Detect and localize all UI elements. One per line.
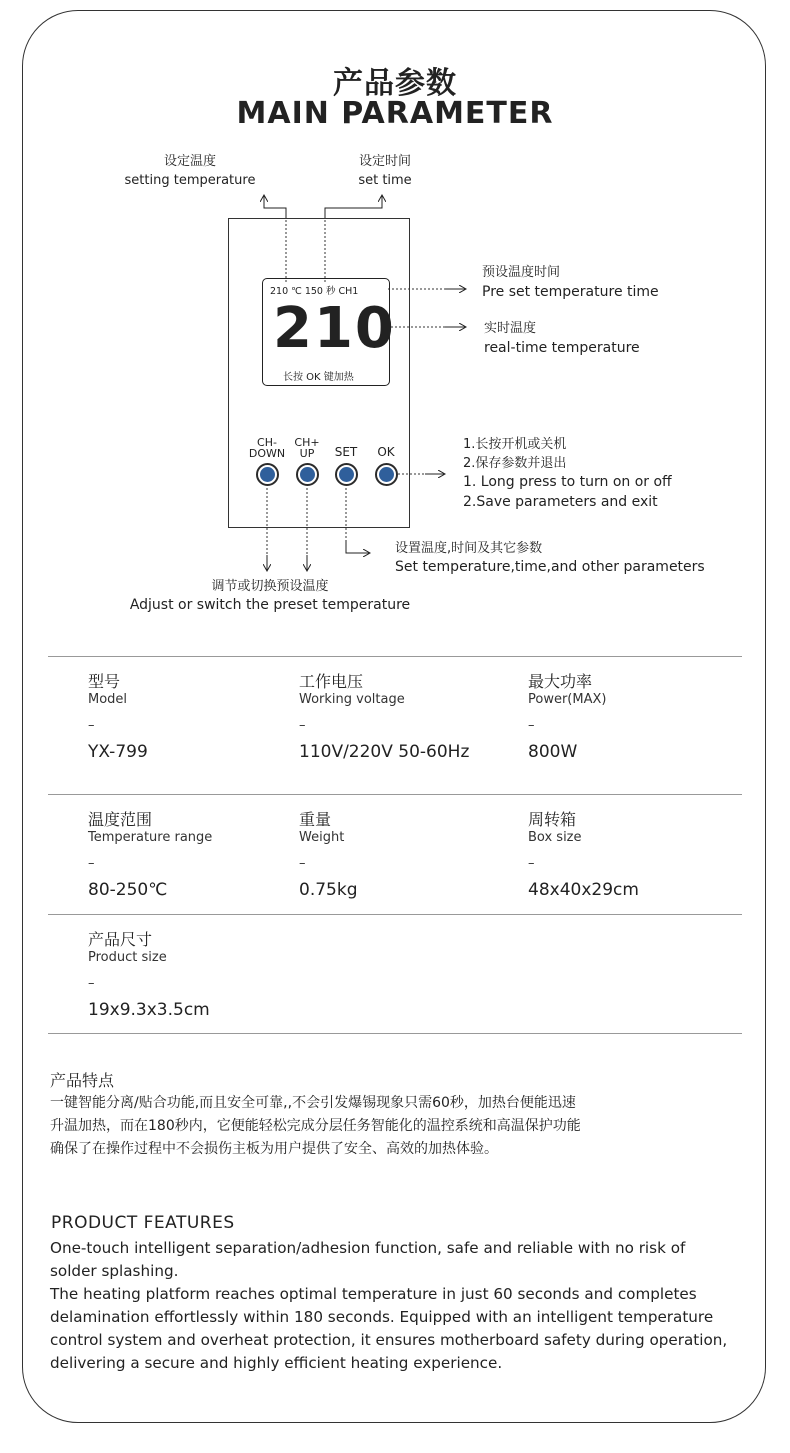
param-weight-en: Weight xyxy=(299,830,345,845)
features-title-en: PRODUCT FEATURES xyxy=(51,1213,235,1233)
features-cn-body xyxy=(50,1092,581,1161)
param-model-value: YX-799 xyxy=(88,742,148,762)
screen-temperature: 210 xyxy=(273,296,396,361)
label-realtime-cn: 实时温度 xyxy=(484,321,537,336)
param-voltage xyxy=(299,672,469,762)
param-product-size-cn: 产品尺寸 xyxy=(88,930,153,949)
param-voltage-en: Working voltage xyxy=(299,692,405,707)
label-set-time-en: set time xyxy=(358,173,412,188)
param-product-size xyxy=(88,930,210,1020)
features-en-line: delivering a secure and highly efficient heating experience. xyxy=(50,1354,503,1372)
param-temp-range-cn: 温度范围 xyxy=(88,810,153,829)
param-box-size-cn: 周转箱 xyxy=(528,810,577,829)
set-button[interactable] xyxy=(335,463,358,486)
label-set-time-cn: 设定时间 xyxy=(358,154,411,169)
label-preset-en: Pre set temperature time xyxy=(482,284,659,300)
param-power-dash: – xyxy=(528,718,535,733)
label-adjust-en: Adjust or switch the preset temperature xyxy=(129,597,411,613)
param-weight-cn: 重量 xyxy=(299,810,332,829)
ok-button[interactable] xyxy=(375,463,398,486)
divider-3 xyxy=(48,914,742,915)
param-voltage-value: 110V/220V 50-60Hz xyxy=(299,742,470,762)
page-title-en: MAIN PARAMETER xyxy=(236,96,554,131)
divider-4 xyxy=(48,1033,742,1034)
label-set-desc-cn: 设置温度,时间及其它参数 xyxy=(395,541,543,556)
param-voltage-cn: 工作电压 xyxy=(299,672,364,691)
param-power-value: 800W xyxy=(528,742,578,762)
param-temp-range-en: Temperature range xyxy=(88,830,213,845)
features-cn-line: 一键智能分离/贴合功能,而且安全可靠,,不会引发爆锡现象只需60秒，加热台便能迅速 xyxy=(50,1095,576,1111)
param-temp-range-dash: – xyxy=(88,856,95,871)
features-cn-line: 确保了在操作过程中不会损伤主板为用户提供了安全、高效的加热体验。 xyxy=(50,1141,498,1157)
features-en-line: control system and overheat protection, it ensures motherboard safety during operation, xyxy=(50,1331,728,1349)
features-cn-line: 升温加热，而在180秒内，它便能轻松完成分层任务智能化的温控系统和高温保护功能 xyxy=(50,1118,581,1134)
btn-label-ch-down-2: DOWN xyxy=(248,447,286,460)
label-ok-line3: 1. Long press to turn on or off xyxy=(463,474,672,490)
label-setting-temp-en: setting temperature xyxy=(124,173,256,188)
label-ok-line4: 2.Save parameters and exit xyxy=(463,494,658,510)
label-adjust-cn: 调节或切换预设温度 xyxy=(211,579,329,594)
btn-label-ch-down-1: CH- xyxy=(257,436,277,449)
features-en-line: delamination effortlessly within 180 seconds. Equipped with an intelligent temperature xyxy=(50,1308,714,1326)
param-model xyxy=(88,672,148,762)
label-setting-temp-cn: 设定温度 xyxy=(163,154,216,169)
btn-label-set: SET xyxy=(334,445,358,459)
divider-1 xyxy=(48,656,742,657)
label-preset-cn: 预设温度时间 xyxy=(482,265,561,280)
param-box-size-value: 48x40x29cm xyxy=(528,880,639,900)
features-en-line: The heating platform reaches optimal temperature in just 60 seconds and completes xyxy=(50,1285,697,1303)
features-en-line: solder splashing. xyxy=(50,1262,179,1280)
ch-up-button[interactable] xyxy=(296,463,319,486)
page-title-cn: 产品参数 xyxy=(333,66,457,101)
param-product-size-value: 19x9.3x3.5cm xyxy=(88,1000,210,1020)
param-model-dash: – xyxy=(88,718,95,733)
param-model-cn: 型号 xyxy=(88,672,121,691)
param-power xyxy=(528,672,606,762)
param-weight xyxy=(299,810,358,900)
param-temp-range-value: 80-250℃ xyxy=(88,880,168,900)
param-box-size xyxy=(528,810,639,900)
param-box-size-dash: – xyxy=(528,856,535,871)
param-temp-range xyxy=(88,810,212,900)
label-ok-line2: 2.保存参数并退出 xyxy=(463,456,567,471)
param-weight-dash: – xyxy=(299,856,306,871)
btn-label-ch-up-2: UP xyxy=(299,447,315,460)
ch-down-button[interactable] xyxy=(256,463,279,486)
param-product-size-dash: – xyxy=(88,976,95,991)
param-product-size-en: Product size xyxy=(88,950,167,965)
param-box-size-en: Box size xyxy=(528,830,582,845)
param-weight-value: 0.75kg xyxy=(299,880,358,900)
features-en-body xyxy=(50,1237,727,1375)
features-en-line: One-touch intelligent separation/adhesion function, safe and reliable with no risk of xyxy=(50,1239,686,1257)
label-realtime-en: real-time temperature xyxy=(484,340,640,356)
screen-hint: 长按 OK 键加热 xyxy=(283,372,354,383)
btn-label-ch-up-1: CH+ xyxy=(294,436,320,449)
param-voltage-dash: – xyxy=(299,718,306,733)
param-power-en: Power(MAX) xyxy=(528,692,607,707)
btn-label-ok: OK xyxy=(377,445,395,459)
features-title-cn: 产品特点 xyxy=(50,1071,115,1090)
label-ok-line1: 1.长按开机或关机 xyxy=(463,437,567,452)
screen-status-line: 210 ℃ 150 秒 CH1 xyxy=(270,286,359,297)
divider-2 xyxy=(48,794,742,795)
param-power-cn: 最大功率 xyxy=(528,672,593,691)
param-model-en: Model xyxy=(88,692,128,707)
label-set-desc-en: Set temperature,time,and other parameters xyxy=(395,559,705,575)
